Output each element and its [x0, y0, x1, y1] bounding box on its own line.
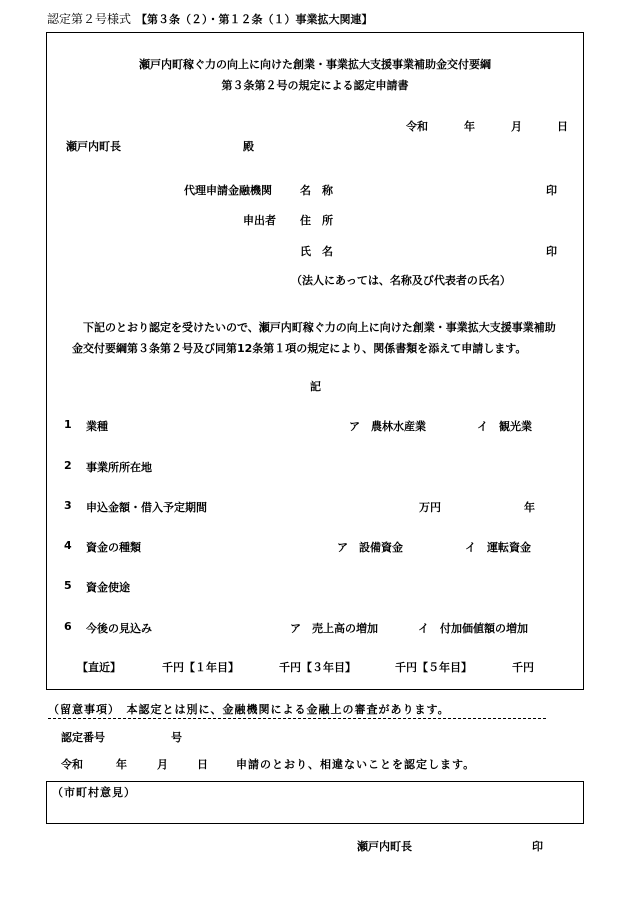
- request-paragraph: 下記のとおり認定を受けたいので、瀬戸内町稼ぐ力の向上に向けた創業・事業拡大支援事業補助金交付要綱第３条第２号及び同第12条第１項の規定により、関係書類を添えて申請します。: [72, 321, 556, 355]
- applicant-address-label: 住 所: [300, 214, 333, 227]
- opinion-label: （市町村意見）: [52, 786, 136, 799]
- item-number: 6: [64, 620, 72, 633]
- item-number: 5: [64, 579, 72, 592]
- item-industry-label: 業種: [86, 420, 108, 433]
- form-id-suffix: 【第３条（２）・第１２条（１）事業拡大関連】: [136, 13, 373, 26]
- notice-text: （留意事項） 本認定とは別に、金融機関による金融上の審査があります。: [48, 703, 450, 716]
- cert-number-unit: 号: [171, 731, 182, 744]
- item-number: 3: [64, 499, 72, 512]
- footer-seal: 印: [532, 840, 543, 853]
- agent-label: 代理申請金融機関: [184, 184, 272, 197]
- cert-year: 年: [116, 758, 127, 771]
- industry-option-a: ア 農林水産業: [349, 420, 426, 433]
- forecast-year3: 千円【３年目】: [279, 661, 356, 674]
- agent-name-label: 名 称: [300, 184, 333, 197]
- cert-day: 日: [197, 758, 208, 771]
- cert-month: 月: [157, 758, 168, 771]
- cert-statement: 申請のとおり、相違ないことを認定します。: [236, 758, 476, 771]
- applicant-name-label: 氏 名: [300, 245, 333, 258]
- loan-amount-unit: 万円: [419, 501, 441, 514]
- form-id-prefix: 認定第２号様式: [47, 12, 132, 26]
- fund-type-option-b: イ 運転資金: [465, 541, 531, 554]
- date-day: 日: [557, 120, 568, 133]
- applicant-note: （法人にあっては、名称及び代表者の氏名）: [291, 274, 511, 287]
- addressee-honorific: 殿: [243, 140, 254, 153]
- forecast-recent: 【直近】: [77, 661, 121, 674]
- item-number: 4: [64, 539, 72, 552]
- item-office-location-label: 事業所所在地: [86, 461, 152, 474]
- applicant-seal: 印: [546, 245, 557, 258]
- ki-mark: 記: [310, 380, 321, 393]
- item-outlook-label: 今後の見込み: [86, 622, 152, 635]
- forecast-year1: 千円【１年目】: [162, 661, 239, 674]
- forecast-year5: 千円【５年目】: [395, 661, 472, 674]
- dashed-divider: [48, 718, 546, 719]
- loan-period-unit: 年: [524, 501, 535, 514]
- item-fund-use-label: 資金使途: [86, 581, 130, 594]
- item-number: 1: [64, 418, 72, 431]
- item-loan-amount-label: 申込金額・借入予定期間: [86, 501, 207, 514]
- item-number: 2: [64, 459, 72, 472]
- date-month: 月: [511, 120, 522, 133]
- industry-option-b: イ 観光業: [477, 420, 532, 433]
- forecast-last-unit: 千円: [512, 661, 534, 674]
- applicant-label: 申出者: [243, 214, 276, 227]
- outlook-option-b: イ 付加価値額の増加: [418, 622, 528, 635]
- item-fund-type-label: 資金の種類: [86, 541, 141, 554]
- cert-era: 令和: [61, 758, 83, 771]
- footer-mayor-name: 瀬戸内町長: [357, 840, 412, 853]
- cert-number-label: 認定番号: [61, 731, 105, 744]
- outlook-option-a: ア 売上高の増加: [290, 622, 378, 635]
- date-year: 年: [464, 120, 475, 133]
- form-title-line1: 瀬戸内町稼ぐ力の向上に向けた創業・事業拡大支援事業補助金交付要綱: [139, 58, 491, 71]
- agent-seal: 印: [546, 184, 557, 197]
- addressee-name: 瀬戸内町長: [66, 140, 121, 153]
- date-era: 令和: [406, 120, 428, 133]
- fund-type-option-a: ア 設備資金: [337, 541, 403, 554]
- form-title-line2: 第３条第２号の規定による認定申請書: [221, 79, 409, 92]
